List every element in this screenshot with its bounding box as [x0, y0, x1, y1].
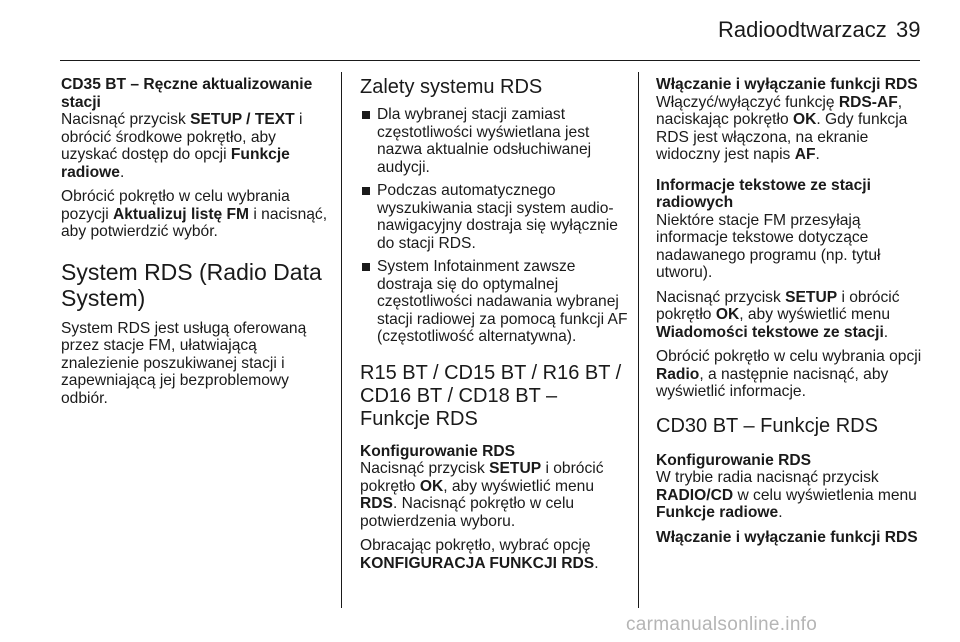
- subheading-rds-toggle: Włączanie i wyłączanie funkcji RDS: [656, 76, 918, 93]
- running-title: Radioodtwarzacz: [718, 17, 887, 42]
- heading-models-rds: R15 BT / CD15 BT / R16 BT / CD16 BT / CD18 BT – Funkcje RDS: [360, 361, 622, 430]
- paragraph-rds-config-option: Obracając pokrętło, wybrać opcję KONFIGURACJA FUNKCJI RDS.: [360, 537, 599, 572]
- subheading-rds-config: Konfigurowanie RDS: [360, 442, 516, 460]
- list-item: System Infotainment zawsze dostraja się do optymalnej częstotliwości nadawania wybranej stacji radiowej za pomocą funkcji AF (częstotliwość alternatywna).: [360, 258, 628, 346]
- subheading-rds-toggle-cd30: Włączanie i wyłączanie funkcji RDS: [656, 528, 918, 546]
- column-1: [61, 76, 331, 414]
- column-2: [360, 76, 628, 579]
- column-divider-2: [638, 72, 639, 608]
- header-rule: [60, 60, 920, 61]
- section-heading-rds: System RDS (Radio Data System): [61, 258, 322, 311]
- page-number: 39: [896, 17, 921, 42]
- paragraph-update-list: Obrócić pokrętło w celu wybrania pozycji Aktualizuj listę FM i nacisnąć, aby potwierdzić wybór.: [61, 188, 328, 240]
- paragraph-radio-option: Obrócić pokrętło w celu wybrania opcji Radio, a następnie nacisnąć, aby wyświetlić informacje.: [656, 348, 922, 400]
- heading-rds-advantages: Zalety systemu RDS: [360, 76, 543, 98]
- paragraph-rds-menu: Nacisnąć przycisk SETUP i obrócić pokrętło OK, aby wyświetlić menu RDS. Nacisnąć pokrętło w celu potwierdzenia wyboru.: [360, 460, 604, 530]
- paragraph-rds-af: Włączyć/wyłączyć funkcję RDS-AF, naciskając pokrętło OK. Gdy funkcja RDS jest włączona, na ekranie widoczny jest napis AF.: [656, 93, 908, 163]
- square-bullet-icon: [362, 111, 370, 119]
- square-bullet-icon: [362, 263, 370, 271]
- list-item: Dla wybranej stacji zamiast częstotliwości wyświetlana jest nazwa aktualnie odsłuchiwanej audycji.: [360, 106, 628, 176]
- watermark: carmanualsonline.info: [626, 614, 818, 635]
- subheading-manual-update: CD35 BT – Ręczne aktualizowanie stacji: [61, 76, 313, 111]
- heading-cd30-rds: CD30 BT – Funkcje RDS: [656, 414, 878, 437]
- list-item: Podczas automatycznego wyszukiwania stacji system audio-nawigacyjny dostraja się wyłącznie do stacji RDS.: [360, 182, 628, 252]
- page-header: [0, 0, 960, 62]
- advantages-list: [360, 106, 628, 346]
- paragraph-radio-text-menu: Nacisnąć przycisk SETUP i obrócić pokrętło OK, aby wyświetlić menu Wiadomości tekstowe ze stacji.: [656, 288, 900, 341]
- paragraph-radio-text-info: Niektóre stacje FM przesyłają informacje tekstowe dotyczące nadawanego programu (np. tytuł utworu).: [656, 211, 881, 281]
- column-divider-1: [341, 72, 342, 608]
- paragraph-rds-intro: System RDS jest usługą oferowaną przez stacje FM, ułatwiającą znalezienie poszukiwanej stacji i zapewniającą jej bezproblemowy odbiór.: [61, 319, 307, 407]
- subheading-rds-config-cd30: Konfigurowanie RDS: [656, 451, 812, 469]
- paragraph-radio-cd: W trybie radia nacisnąć przycisk RADIO/CD w celu wyświetlenia menu Funkcje radiowe.: [656, 469, 917, 521]
- paragraph-setup-text: Nacisnąć przycisk SETUP / TEXT i obrócić środkowe pokrętło, aby uzyskać dostęp do opcji Funkcje radiowe.: [61, 111, 303, 181]
- square-bullet-icon: [362, 187, 370, 195]
- subheading-radio-text: Informacje tekstowe ze stacji radiowych: [656, 176, 871, 211]
- column-3: [656, 76, 926, 546]
